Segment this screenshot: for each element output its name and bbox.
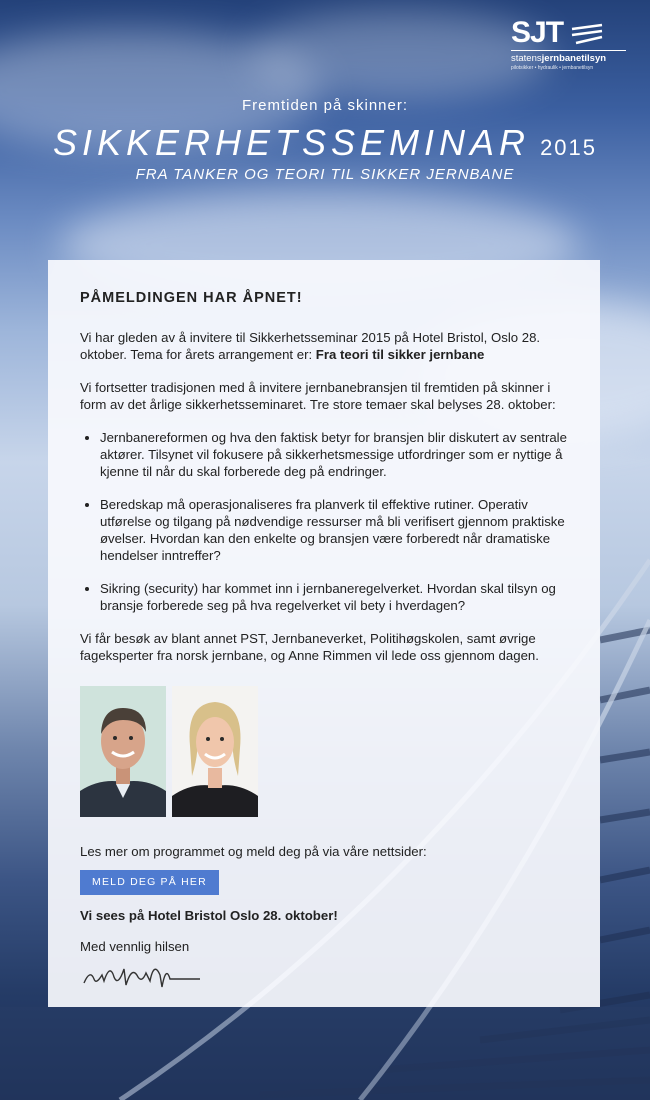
logo-tagline: pilotsikker • hydraulik • jernbanetilsyn: [511, 65, 594, 71]
topic-item-3: • Sikring (security) har kommet inn i jernbaneregelverket. Hvordan skal tilsyn og bransje forberede seg på hva regelverket vil bety i hverdagen?: [100, 580, 568, 614]
speaker-photo-woman: [172, 686, 258, 817]
topic-list: [80, 429, 568, 614]
logo-name: [511, 50, 626, 64]
header-title-main: SIKKERHETSSEMINAR: [52, 122, 531, 163]
closing-text: Med vennlig hilsen: [80, 939, 190, 954]
header-title-year: 2015: [540, 135, 598, 160]
content-card: [48, 260, 600, 1007]
see-you-text: Vi sees på Hotel Bristol Oslo 28. oktober!: [80, 908, 338, 923]
logo-name-bold: jernbanetilsyn: [541, 53, 607, 64]
header-subtitle: Fremtiden på skinner:: [241, 97, 409, 114]
content-heading: PÅMELDINGEN HAR ÅPNET!: [80, 290, 303, 306]
intro-text: Vi har gleden av å invitere til Sikkerhetsseminar 2015 på Hotel Bristol, Oslo 28. oktober. Tema for årets arrangement er:: [80, 330, 541, 362]
intro-paragraph: [80, 329, 568, 363]
register-button[interactable]: MELD DEG PÅ HER: [80, 870, 219, 895]
speaker-photo-man: [80, 686, 166, 817]
topic-item-1: • Jernbanereformen og hva den faktisk betyr for bransjen blir diskutert av sentrale aktører. Tilsynet vil fokusere på sikkerhetsmessige utfordringer som er nyttige å kjenne til når du skal forberede deg på endringer.: [100, 429, 568, 480]
paragraph-3: Vi får besøk av blant annet PST, Jernbaneverket, Politihøgskolen, samt øvrige fageksperter fra norsk jernbane, og Anne Rimmen vil lede oss gjennom dagen.: [80, 631, 539, 663]
intro-bold: Fra teori til sikker jernbane: [315, 347, 485, 362]
speaker-photos: [80, 686, 568, 817]
logo-mark: [511, 18, 626, 48]
read-more-text: Les mer om programmet og meld deg på via våre nettsider:: [80, 844, 427, 859]
sjt-logo: [511, 18, 626, 71]
topic-item-2: • Beredskap må operasjonaliseres fra planverk til effektive rutiner. Operativ utførelse og tilgang på nødvendige ressurser må bli verifisert gjennom praktiske øvelser. Hvordan kan den enkelte og bransjen være forberedt når dramatiske hendelser inntreffer?: [100, 496, 568, 564]
header-tagline: FRA TANKER OG TEORI TIL SIKKER JERNBANE: [135, 166, 515, 183]
logo-name-prefix: statens: [511, 53, 542, 64]
header-title: [0, 122, 650, 164]
paragraph-2: Vi fortsetter tradisjonen med å invitere jernbanebransjen til fremtiden på skinner i form av det årlige sikkerhetsseminaret. Tre store temaer skal belyses 28. oktober:: [80, 380, 556, 412]
logo-mark-text: SJT: [511, 16, 564, 49]
logo-rail-icon: [570, 23, 604, 45]
signature: [80, 955, 210, 991]
